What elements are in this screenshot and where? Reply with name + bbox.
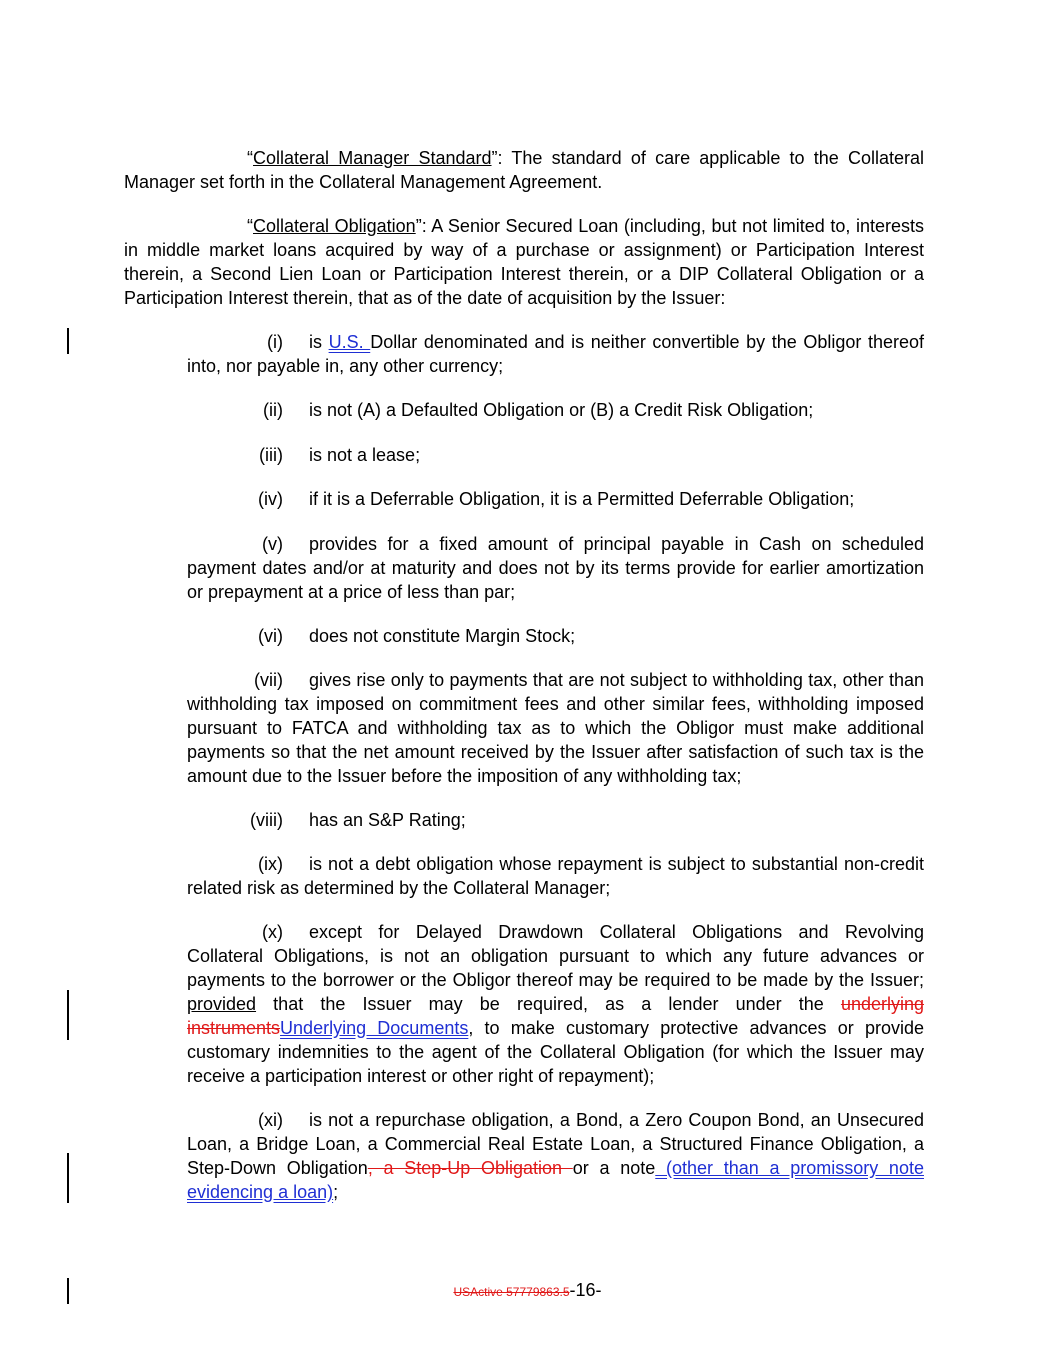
definition-collateral-manager-standard <box>124 146 924 194</box>
item-text: is not a debt obligation whose repayment is subject to substantial non-credit related risk as determined by the Collateral Manager; <box>187 854 924 898</box>
item-text: that the Issuer may be required, as a lender under the <box>256 994 841 1014</box>
deleted-text: underlying instruments <box>187 994 924 1038</box>
item-text: except for Delayed Drawdown Collateral Obligations and Revolving Collateral Obligations, is not an obligation pursuant to which any future advances or payments to the borrower or the Obligor thereof may be required to be made by the Issuer; <box>187 922 924 990</box>
item-text: is not a repurchase obligation, a Bond, a Zero Coupon Bond, an Unsecured Loan, a Bridge Loan, a Commercial Real Estate Loan, a Structured Finance Obligation, a Step-Down Obligation <box>187 1110 924 1178</box>
item-number: (x) <box>262 922 283 942</box>
item-text: if it is a Deferrable Obligation, it is a Permitted Deferrable Obligation; <box>309 489 855 509</box>
document-id: USActive 57779863.5 <box>453 1285 570 1299</box>
item-text: ; <box>333 1182 339 1202</box>
list-item-iv <box>187 487 924 511</box>
list-item-xi <box>187 1108 924 1204</box>
item-text: or a note <box>572 1158 656 1178</box>
inserted-text: Underlying Documents <box>280 1018 469 1038</box>
item-text: Dollar denominated and is neither convertible by the Obligor thereof into, nor payable in, any other currency; <box>187 332 924 376</box>
list-item-ix <box>187 852 924 900</box>
list-item-i <box>187 330 924 378</box>
item-text: , to make customary protective advances or provide customary indemnities to the agent of the Collateral Obligation (for which the Issuer may receive a participation interest or other right of repayment); <box>187 1018 924 1086</box>
item-number: (vi) <box>258 626 283 646</box>
open-quote: “ <box>247 148 253 168</box>
definition-collateral-obligation <box>124 214 924 310</box>
defined-term: Collateral Manager Standard <box>253 148 492 168</box>
item-text: has an S&P Rating; <box>309 810 466 830</box>
change-bar <box>67 328 69 354</box>
page-number: -16- <box>569 1280 602 1300</box>
list-item-x <box>187 920 924 1088</box>
item-number: (iii) <box>259 445 283 465</box>
item-number: (viii) <box>250 810 283 830</box>
list-item-iii <box>187 443 924 467</box>
provided-term: provided <box>187 994 257 1014</box>
list-item-v <box>187 532 924 604</box>
change-bar <box>67 990 69 1040</box>
list-item-vi <box>187 624 924 648</box>
page-footer <box>0 1280 1055 1301</box>
item-number: (ii) <box>263 400 283 420</box>
inserted-text: U.S. <box>328 332 371 352</box>
inserted-text: (other than a promissory note evidencing a loan) <box>187 1158 924 1202</box>
item-number: (xi) <box>258 1110 283 1130</box>
item-number: (i) <box>267 332 283 352</box>
item-text: gives rise only to payments that are not subject to withholding tax, other than withholding tax imposed on commitment fees and other similar fees, withholding imposed pursuant to FATCA and withholding tax as to which the Obligor must make additional payments so that the net amount received by the Issuer after satisfaction of such tax is the amount due to the Issuer before the imposition of any withholding tax; <box>187 670 924 786</box>
item-text: is <box>309 332 329 352</box>
close-quote: ”: <box>415 216 427 236</box>
defined-term: Collateral Obligation <box>253 216 416 236</box>
list-item-ii <box>187 398 924 422</box>
item-number: (iv) <box>258 489 283 509</box>
close-quote: ”: <box>491 148 503 168</box>
definition-text: The standard of care applicable to the Collateral Manager set forth in the Collateral Management Agreement. <box>124 148 924 192</box>
item-number: (v) <box>262 534 283 554</box>
list-item-vii <box>187 668 924 788</box>
item-text: does not constitute Margin Stock; <box>309 626 576 646</box>
item-text: is not a lease; <box>309 445 421 465</box>
item-number: (vii) <box>254 670 283 690</box>
deleted-text: , a Step-Up Obligation <box>367 1158 573 1178</box>
item-text: is not (A) a Defaulted Obligation or (B) a Credit Risk Obligation; <box>309 400 814 420</box>
open-quote: “ <box>247 216 253 236</box>
change-bar <box>67 1153 69 1203</box>
item-text: provides for a fixed amount of principal payable in Cash on scheduled payment dates and/or at maturity and does not by its terms provide for earlier amortization or prepayment at a price of less than par; <box>187 534 924 602</box>
item-number: (ix) <box>258 854 283 874</box>
definition-text: A Senior Secured Loan (including, but not limited to, interests in middle market loans acquired by way of a purchase or assignment) or Participation Interest therein, a Second Lien Loan or Participation Interest therein, or a DIP Collateral Obligation or a Participation Interest therein, that as of the date of acquisition by the Issuer: <box>124 216 925 308</box>
list-item-viii <box>187 808 924 832</box>
